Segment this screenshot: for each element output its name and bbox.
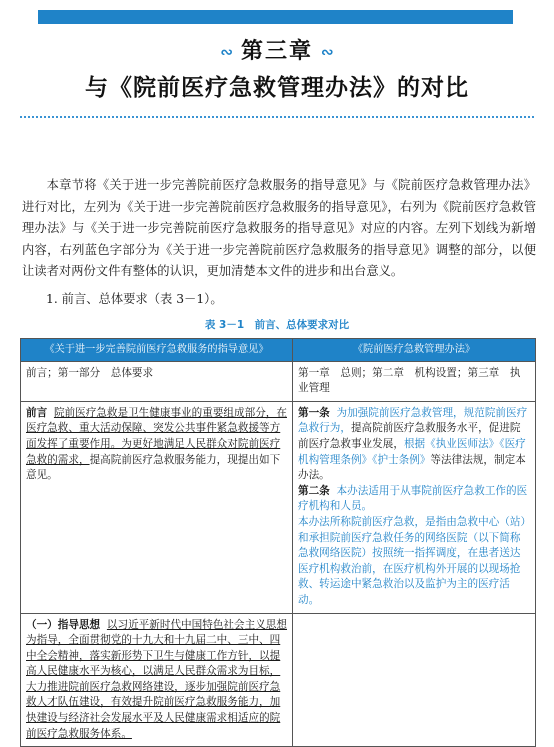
article1-blue-2: 根据《执业医师法》《医疗机构管理条例》《护士条例》 [298, 437, 526, 466]
preface-underlined: 院前医疗急救是卫生健康事业的重要组成部分，在医疗急救、重大活动保障、突发公共事件紧急救援等方面发挥了重要作用。为更好地满足人民群众对院前医疗急救的需求， [26, 406, 287, 466]
article1-blue-1: 为加强院前医疗急救管理，规范院前医疗急救行为， [298, 406, 528, 435]
article2-blue: 本办法适用于从事院前医疗急救工作的医疗机构和人员。 [298, 484, 528, 513]
header-right: 《院前医疗急救管理办法》 [293, 339, 536, 362]
ornament-left-icon: ∾ [220, 43, 233, 61]
row3-left [21, 613, 293, 747]
comparison-table [20, 338, 536, 747]
article1-black-1: 提高院前医疗急救服务水平，促进院前医疗急救事业发展， [298, 422, 521, 450]
table-row [21, 401, 536, 613]
row1-right: 第一章 总则；第二章 机构设置；第三章 执业管理 [293, 361, 536, 401]
row3-right [293, 613, 536, 747]
preface-label: 前言 [26, 406, 48, 419]
section-item-1: 1. 前言、总体要求（表 3－1）。 [46, 292, 223, 306]
guiding-thought-label: （一）指导思想 [26, 618, 101, 631]
chapter-number [0, 34, 554, 65]
preface-tail: 提高院前医疗急救服务能力，现提出如下意见。 [26, 453, 281, 482]
article1-black-2: 等法律法规，制定本办法。 [298, 453, 526, 482]
article2-label: 第二条 [298, 484, 330, 497]
table-row [21, 613, 536, 747]
ornament-right-icon: ∾ [321, 43, 334, 61]
article1-label: 第一条 [298, 406, 330, 419]
table-caption: 表 3－1 前言、总体要求对比 [204, 319, 350, 331]
table-header-row [21, 339, 536, 362]
row2-right [293, 401, 536, 613]
chapter-number-text: 第三章 [240, 39, 313, 64]
table-row [21, 361, 536, 401]
article2-paragraph: 本办法所称院前医疗急救，是指由急救中心（站）和承担院前医疗急救任务的网络医院（以下简称急救网络医院）按照统一指挥调度，在患者送达医疗机构救治前，在医疗机构外开展的以现场抢救、转运途中紧急救治以及监护为主的医疗活动。 [298, 515, 526, 606]
header-left: 《关于进一步完善院前医疗急救服务的指导意见》 [21, 339, 293, 362]
guiding-thought-text: 以习近平新时代中国特色社会主义思想为指导，全面贯彻党的十九大和十九届二中、三中、四中全会精神，落实新形势下卫生与健康工作方针，以提高人民健康水平为核心，以满足人民群众需求为目标，大力推进院前医疗急救网络建设，逐步加强院前医疗急救人才队伍建设，有效提升院前医疗急救服务能力，加快建设与经济社会发展水平及人民健康需求相适应的院前医疗急救服务体系。 [26, 618, 287, 740]
chapter-title: 与《院前医疗急救管理办法》的对比 [85, 75, 469, 101]
dotted-divider [20, 116, 534, 118]
row2-left [21, 401, 293, 613]
chapter-header-bar [38, 10, 513, 24]
intro-paragraph: 本章节将《关于进一步完善院前医疗急救服务的指导意见》与《院前医疗急救管理办法》进行对比，左列为《关于进一步完善院前医疗急救服务的指导意见》，右列为《院前医疗急救管理办法》与《关于进一步完善院前医疗急救服务的指导意见》对应的内容。左列下划线为新增内容，右列蓝色字部分为《关于进一步完善院前医疗急救服务的指导意见》调整的部分，以便让读者对两份文件有整体的认识，更加清楚本文件的进步和出台意义。 [22, 178, 536, 279]
row1-left: 前言；第一部分 总体要求 [21, 361, 293, 401]
